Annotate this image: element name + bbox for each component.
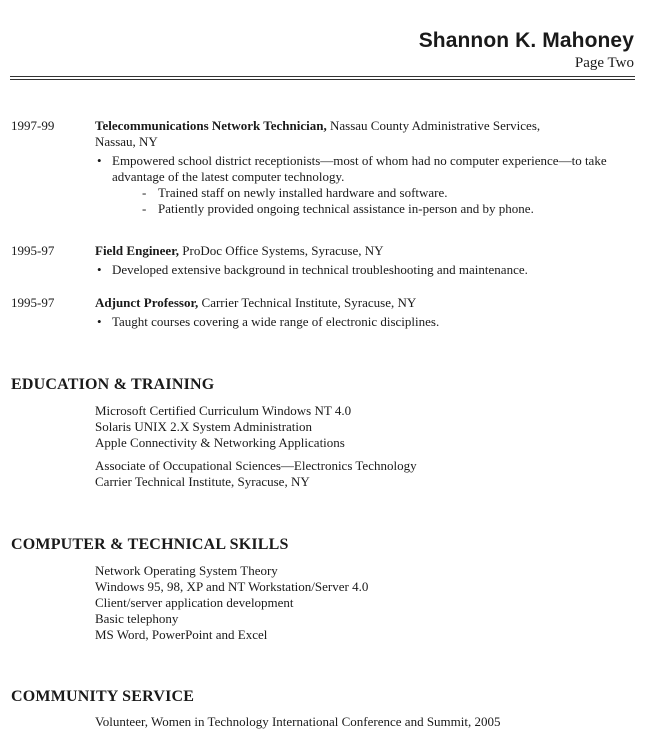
job-heading bbox=[95, 243, 625, 259]
education-list bbox=[95, 403, 625, 490]
skill-item: Windows 95, 98, XP and NT Workstation/Server 4.0 bbox=[95, 579, 369, 594]
skill-item: Network Operating System Theory bbox=[95, 563, 278, 578]
header-rule-top bbox=[10, 76, 635, 77]
sub-bullet: - Patiently provided ongoing technical assistance in-person and by phone. bbox=[142, 201, 625, 217]
page-label: Page Two bbox=[574, 55, 634, 71]
job-years: 1995-97 bbox=[11, 243, 55, 258]
skills-heading: COMPUTER & TECHNICAL SKILLS bbox=[11, 536, 289, 553]
sub-bullet: - Trained staff on newly installed hardware and software. bbox=[142, 185, 625, 201]
header-rule-bottom bbox=[10, 79, 635, 80]
skill-item: Basic telephony bbox=[95, 611, 179, 626]
certification-item: Solaris UNIX 2.X System Administration bbox=[95, 419, 313, 434]
job-heading bbox=[95, 118, 625, 134]
job-body bbox=[95, 295, 625, 330]
job-bullet: • Taught courses covering a wide range of electronic disciplines. bbox=[95, 314, 625, 330]
job-body bbox=[95, 118, 625, 217]
job-title: Field Engineer, bbox=[95, 243, 180, 258]
skills-list bbox=[95, 563, 625, 643]
job-body bbox=[95, 243, 625, 278]
job-bullet: • Developed extensive background in technical troubleshooting and maintenance. bbox=[95, 262, 625, 278]
certification-item: Apple Connectivity & Networking Applications bbox=[95, 435, 345, 450]
job-location: Nassau, NY bbox=[95, 134, 158, 149]
education-heading: EDUCATION & TRAINING bbox=[11, 376, 215, 393]
job-heading bbox=[95, 295, 625, 311]
community-heading: COMMUNITY SERVICE bbox=[11, 688, 195, 705]
sub-bullets bbox=[112, 185, 625, 217]
skill-item: Client/server application development bbox=[95, 595, 294, 610]
job-years: 1995-97 bbox=[11, 295, 55, 310]
job-employer: ProDoc Office Systems, Syracuse, NY bbox=[179, 243, 384, 258]
job-bullets bbox=[95, 153, 625, 217]
job-employer: Carrier Technical Institute, Syracuse, NY bbox=[198, 295, 417, 310]
degree-line: Associate of Occupational Sciences—Electronics Technology bbox=[95, 458, 417, 473]
community-list bbox=[95, 714, 625, 730]
job-bullets bbox=[95, 262, 625, 278]
job-bullet bbox=[95, 153, 625, 217]
job-title: Telecommunications Network Technician, bbox=[95, 118, 327, 133]
skill-item: MS Word, PowerPoint and Excel bbox=[95, 627, 268, 642]
certification-item: Microsoft Certified Curriculum Windows NT 4.0 bbox=[95, 403, 352, 418]
job-title: Adjunct Professor, bbox=[95, 295, 199, 310]
job-years: 1997-99 bbox=[11, 118, 55, 133]
spacer bbox=[95, 451, 625, 458]
degree-line: Carrier Technical Institute, Syracuse, NY bbox=[95, 474, 310, 489]
candidate-name: Shannon K. Mahoney bbox=[418, 29, 634, 52]
community-item: Volunteer, Women in Technology International Conference and Summit, 2005 bbox=[95, 714, 501, 729]
job-employer: Nassau County Administrative Services, bbox=[326, 118, 541, 133]
job-bullets bbox=[95, 314, 625, 330]
bullet-text: Empowered school district receptionists—most of whom had no computer experience—to take advantage of the latest computer technology. bbox=[112, 153, 607, 184]
